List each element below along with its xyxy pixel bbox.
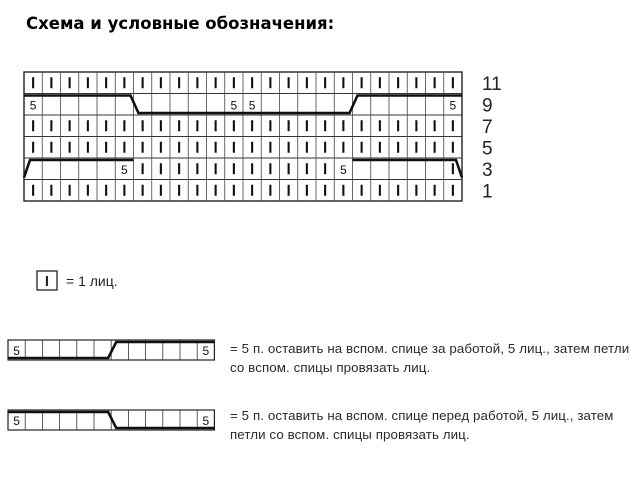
row-number-label: 7 — [482, 116, 493, 138]
row-number-label: 1 — [482, 181, 493, 203]
chart-row-labels — [482, 74, 502, 203]
swatch-start-label: 5 — [13, 414, 20, 428]
row-number-label: 3 — [482, 159, 493, 181]
chart-frame — [24, 72, 462, 201]
cable-cross-line — [24, 96, 243, 114]
chart-grid — [24, 72, 462, 201]
legend-knit-symbol — [37, 271, 57, 290]
page-title: Схема и условные обозначения: — [26, 14, 335, 33]
cable-count-label: 5 — [449, 98, 457, 113]
cable-cross-line — [24, 160, 134, 178]
swatch-end-label: 5 — [202, 344, 210, 358]
swatch-frame — [8, 410, 214, 430]
legend-knit-text: = 1 лиц. — [66, 273, 118, 289]
cable-count-label: 5 — [340, 162, 347, 177]
swatch-cable-line — [8, 412, 214, 428]
cable-count-label: 5 — [248, 98, 256, 113]
legend-cable-left-swatch — [8, 340, 214, 360]
row-number-label: 9 — [482, 95, 493, 117]
swatch-cable-line — [8, 342, 214, 358]
legend-cable-right-text: = 5 п. оставить на вспом. спице перед работой, 5 лиц., затем петли со вспом. спицы провязать лиц. — [230, 408, 614, 442]
row-number-label: 5 — [482, 138, 493, 160]
cable-count-label: 5 — [230, 98, 238, 113]
swatch-start-label: 5 — [13, 344, 20, 358]
cable-count-label: 5 — [29, 98, 37, 113]
cable-cross-line — [353, 160, 463, 178]
cable-cross-line — [243, 96, 462, 114]
legend-knit-glyph: I — [44, 273, 50, 290]
swatch-end-label: 5 — [202, 414, 210, 428]
chart-cable-lines — [24, 96, 462, 178]
cable-count-label: 5 — [121, 162, 128, 177]
row-number-label: 11 — [482, 73, 502, 95]
swatch-frame — [8, 340, 214, 360]
legend-cable-right-swatch — [8, 410, 214, 430]
chart-symbols — [30, 77, 457, 196]
legend-cable-left-text: = 5 п. оставить на вспом. спице за работой, 5 лиц., затем петли со вспом. спицы провязать лиц. — [230, 341, 630, 375]
